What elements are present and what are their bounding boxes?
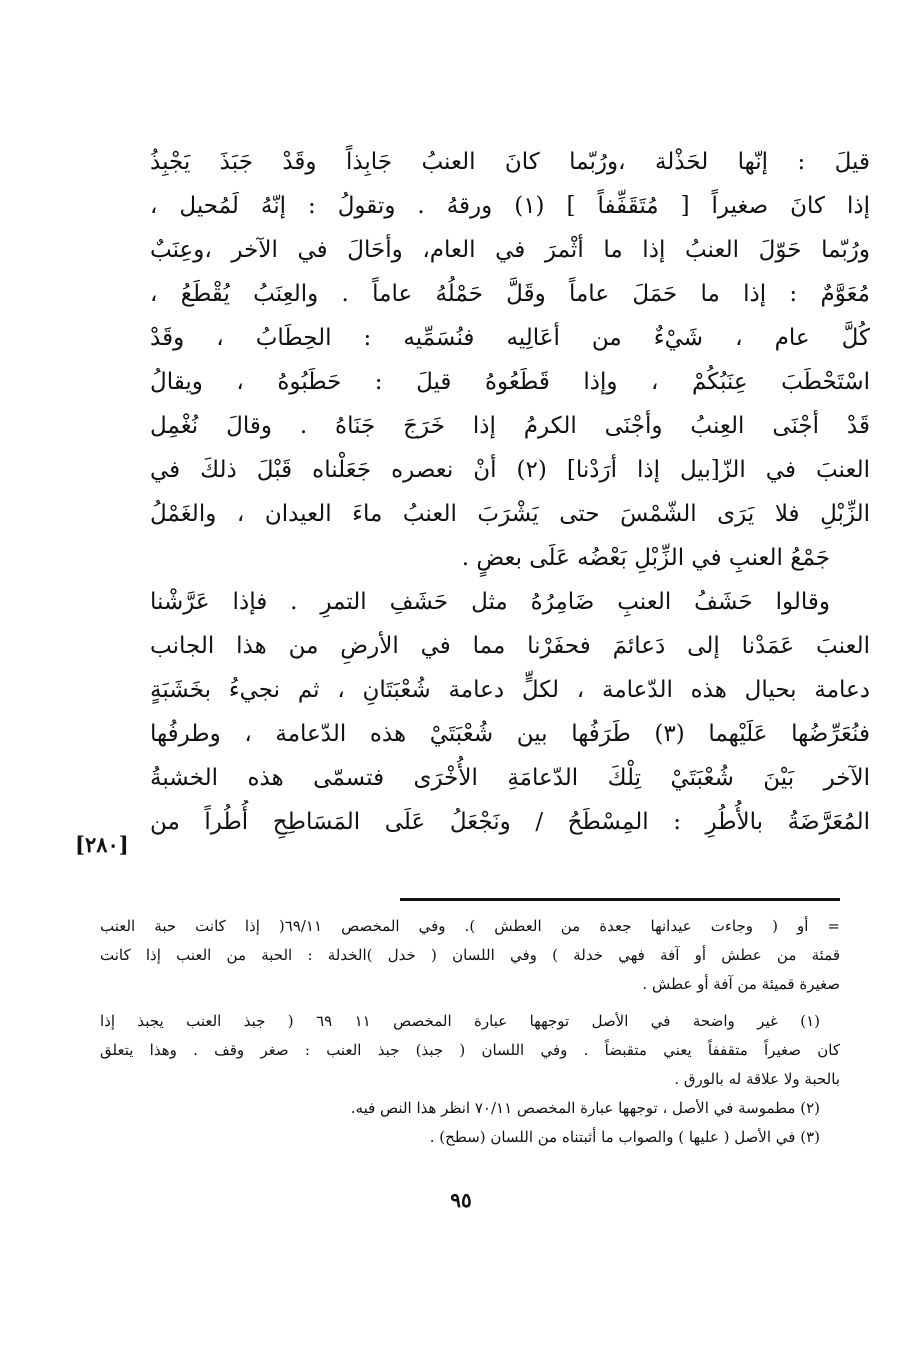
text-line: الآخر بَيْنَ شُعْبَتَيْ تِلْكَ الدّعامَةِ الأُخْرَى فتسمّى هذه الخشبةُ bbox=[150, 765, 870, 791]
text-line: إذا كانَ صغيراً [ مُتَقَفِّفاً ] (١) ورقهُ . وتقولُ : إنّهُ لَمُحيل ، bbox=[150, 193, 870, 219]
footnote-line: قمئة من عطش أو آفة فهي خدلة ) وفي اللسان ( خدل )الخدلة : الحبة من العنب إذا كانت bbox=[100, 946, 840, 964]
footnote-line: كان صغيراً متقففاً يعني متقبضاً . وفي اللسان ( جبذ) جبذ العنب : صغر وقف . وهذا يتعلق bbox=[100, 1041, 840, 1059]
text-line: الزِّبْلِ فلا يَرَى الشّمْسَ حتى يَشْرَبَ العنبُ ماءَ العيدان ، والغَمْلُ bbox=[150, 501, 870, 527]
main-text bbox=[150, 140, 870, 844]
footnote-line: (٣) في الأصل ( عليها ) والصواب ما أثبتناه من اللسان (سطح) . bbox=[429, 1128, 820, 1146]
footnotes bbox=[100, 912, 840, 1152]
footnote-line: (٢) مطموسة في الأصل ، توجهها عبارة المخصص ٧٠/١١ انظر هذا النص فيه. bbox=[350, 1099, 820, 1117]
page-number: ٩٥ bbox=[450, 1188, 472, 1212]
text-line: اسْتَحْطَبَ عِنَبُكُمْ ، وإذا قَطَعُوهُ قيلَ : حَطَبُوهُ ، ويقالُ bbox=[150, 369, 870, 395]
text-line: دعامة بحيال هذه الدّعامة ، لكلٍّ دعامة شُعْبَتَانِ ، ثم نجيءُ بخَشَبَةٍ bbox=[150, 677, 870, 703]
text-line: قيلَ : إنّها لحَذْلة ،ورُبّما كانَ العنبُ جَابِذاً وقَدْ جَبَذَ يَجْبِذُ bbox=[150, 149, 870, 175]
footnote-line: = أو ( وجاءت عيدانها جعدة من العطش ). وفي المخصص ٦٩/١١( إذا كانت حبة العنب bbox=[100, 917, 840, 935]
text-line: جَمْعُ العنبِ في الزِّبْلِ بَعْضُه عَلَى بعضٍ . bbox=[461, 545, 830, 571]
text-line: كُلَّ عام ، شَيْءٌ من أعَالِيه فنُسَمِّيه : الحِطَابُ ، وقَدْ bbox=[150, 325, 870, 351]
text-line: قَدْ أجْنَى العِنبُ وأجْنَى الكرمُ إذا خَرَجَ جَنَاهُ . وقالَ نُغْمِل bbox=[150, 413, 870, 439]
manuscript-folio-marker: [٢٨٠] bbox=[75, 832, 129, 857]
footnote-line: (١) غير واضحة في الأصل توجهها عبارة المخصص ١١ ٦٩ ( جبذ العنب يجبذ إذا bbox=[100, 1012, 820, 1030]
text-line: العنبَ في الزّ[بيل إذا أرَدْنا] (٢) أنْ نعصره جَعَلْناه قَبْلَ ذلكَ في bbox=[150, 457, 870, 483]
text-line: العنبَ عَمَدْنا إلى دَعائمَ فحفَرْنا مما في الأرضِ من هذا الجانب bbox=[150, 633, 870, 659]
text-line: وقالوا حَشَفُ العنبِ ضَامِرُهُ مثل حَشَفِ التمرِ . فإذا عَرَّشْنا bbox=[150, 589, 830, 615]
footnote-line: بالحبة ولا علاقة له بالورق . bbox=[674, 1070, 840, 1088]
footnote-line: صغيرة قميئة من آفة أو عطش . bbox=[642, 975, 840, 993]
text-line: ورُبّما حَوّلَ العنبُ إذا ما أثْمرَ في العام، وأحَالَ في الآخر ،وعِنَبٌ bbox=[150, 237, 870, 263]
text-line: مُعَوَّمٌ : إذا ما حَمَلَ عاماً وقَلَّ حَمْلُهُ عاماً . والعِنَبُ يُقْطَعُ ، bbox=[150, 281, 870, 307]
text-line: المُعَرَّضَةُ بالأُطُرِ : المِسْطَحُ / ونَجْعَلُ عَلَى المَسَاطِحِ أُطُراً من bbox=[150, 809, 870, 835]
text-line: فنُعَرِّضُها عَلَيْهما (٣) طَرَفُها بين شُعْبَتَيْ هذه الدّعامة ، وطرفُها bbox=[150, 721, 870, 747]
footnote-divider bbox=[400, 898, 840, 901]
